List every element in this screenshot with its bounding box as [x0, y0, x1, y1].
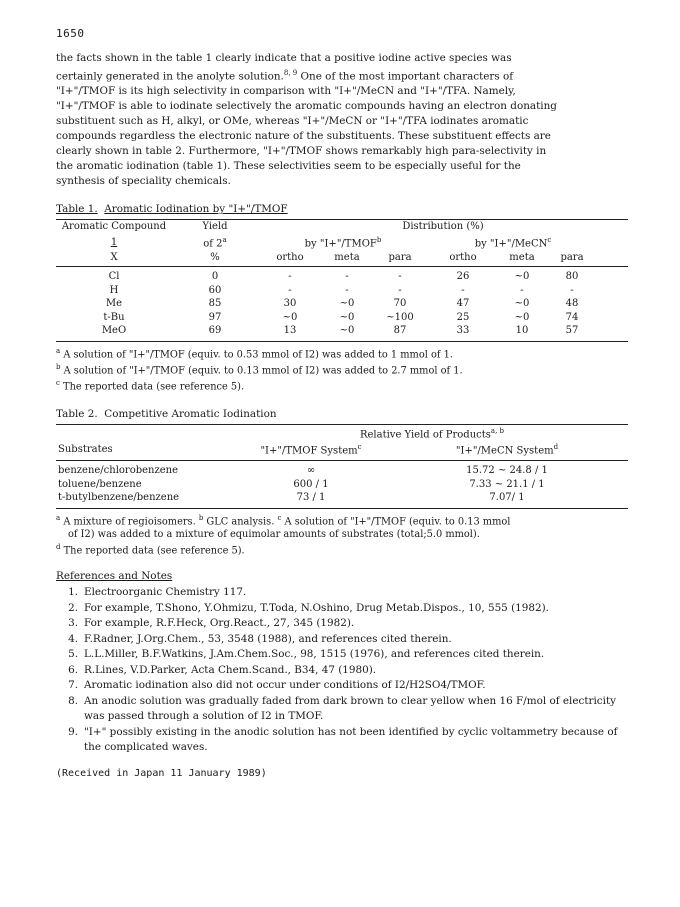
footnote: $^c$ The reported data (see reference 5).	[56, 379, 245, 393]
footnote: $^a$ A mixture of regioisomers. $^b$ GLC analysis. $^c$ A solution of "I+"/TMOF (equiv. to 0.13 mmol	[56, 513, 511, 528]
paragraph-line: substituent such as H, alkyl, or OMe, whereas "I+"/MeCN or "I+"/TFA iodinates aromatic	[56, 115, 529, 128]
footnote: $^a$ A solution of "I+"/TMOF (equiv. to 0.53 mmol of I2) was added to 1 mmol of 1.	[56, 346, 453, 361]
body-paragraph	[56, 51, 628, 189]
col-head-meta: meta	[322, 251, 372, 267]
paragraph-line: "I+"/TMOF is its high selectivity in comparison with "I+"/MeCN and "I+"/TFA. Namely,	[56, 85, 516, 98]
footnote: of I2) was added to a mixture of equimolar amounts of substrates (total;5.0 mmol).	[68, 529, 480, 541]
col-head-compound-num: 1	[110, 236, 118, 248]
col-head-para: para	[372, 251, 428, 267]
journal-page	[56, 26, 628, 781]
col-head-by-mecn: by "I+"/MeCN$^c$	[474, 235, 552, 250]
citation-superscript: 8, 9	[283, 69, 298, 77]
table-row: H 60 - - - - - -	[109, 284, 574, 296]
col-head-yield: Yield	[202, 221, 228, 233]
footnote: $^b$ A solution of "I+"/TMOF (equiv. to 0.13 mmol of I2) was added to 2.7 mmol of 1.	[56, 363, 463, 377]
paragraph-line: "I+"/TMOF is able to iodinate selectively the aromatic compounds having an electron donating	[56, 100, 557, 113]
col-head-para: para	[546, 251, 598, 267]
list-item: 8. An anodic solution was gradually faded from dark brown to clear yellow when 16 F/mol of electricity was passed through a solution of I2 in TMOF.	[68, 694, 616, 723]
table1-title: Aromatic Iodination by "I+"/TMOF	[104, 203, 288, 216]
table1-label: Table 1.	[56, 203, 98, 216]
paragraph-line: clearly shown in table 2. Furthermore, "I+"/TMOF shows remarkably high para-selectivity in	[56, 145, 547, 158]
references-title: References and Notes	[56, 570, 173, 583]
col-head-yield-of: of 2$^a$	[203, 235, 227, 250]
page-number: 1650	[56, 27, 85, 40]
list-item: 4. F.Radner, J.Org.Chem., 53, 3548 (1988), and references cited therein.	[68, 632, 452, 645]
paragraph-line: certainly generated in the anolyte solution.$^{8, 9}$ One of the most important characters of	[56, 69, 514, 83]
table1-caption	[56, 202, 628, 217]
table-row: benzene/chlorobenzene ∞ 15.72 ~ 24.8 / 1	[58, 465, 548, 477]
paragraph-line: the aromatic iodination (table 1). These selectivities seem to be especially useful for the	[56, 160, 521, 173]
table2-label: Table 2.	[56, 407, 98, 420]
list-item: 5. L.L.Miller, B.F.Watkins, J.Am.Chem.Soc., 98, 1515 (1976), and references cited therein.	[68, 648, 545, 661]
paragraph-line: the facts shown in the table 1 clearly indicate that a positive iodine active species was	[56, 52, 512, 64]
received-date: (Received in Japan 11 January 1989)	[56, 767, 267, 779]
references-list	[56, 585, 628, 756]
table-row: toluene/benzene 600 / 1 7.33 ~ 21.1 / 1	[58, 478, 545, 490]
paragraph-line: compounds regardless the electronic nature of the substituents. These substituent effects are	[56, 130, 551, 143]
footnote: $^d$ The reported data (see reference 5).	[56, 543, 245, 557]
col-head-meta: meta	[498, 251, 546, 267]
table-row: t-Bu 97 ~0 ~0 ~100 25 ~0 74	[103, 311, 579, 323]
table-row: Cl 0 - - - 26 ~0 80	[108, 271, 579, 283]
col-head-ortho: ortho	[258, 251, 322, 267]
col-head-ortho: ortho	[428, 251, 498, 267]
paragraph-line: synthesis of speciality chemicals.	[56, 175, 231, 188]
table-row: t-butylbenzene/benzene 73 / 1 7.07/ 1	[58, 492, 525, 504]
table2	[56, 424, 628, 509]
list-item: 9. "I+" possibly existing in the anodic solution has not been identified by cyclic voltammetry because of the complicated waves.	[68, 725, 618, 754]
col-head-tmof-system: "I+"/TMOF System$^c$	[236, 441, 386, 460]
list-item: 2. For example, T.Shono, Y.Ohmizu, T.Toda, N.Oshino, Drug Metab.Dispos., 10, 555 (1982).	[68, 601, 549, 614]
table-row: Me 85 30 ~0 70 47 ~0 48	[105, 298, 579, 310]
table2-footnotes	[56, 512, 628, 558]
col-head-x: X	[56, 251, 172, 267]
list-item: 6. R.Lines, V.D.Parker, Acta Chem.Scand., B34, 47 (1980).	[68, 663, 377, 676]
table1-footnotes	[56, 345, 628, 394]
col-head-compound: Aromatic Compound	[61, 221, 167, 233]
list-item: 3. For example, R.F.Heck, Org.React., 27, 345 (1982).	[68, 617, 355, 630]
col-head-yield-unit: %	[172, 251, 258, 267]
col-head-distribution: Distribution (%)	[402, 221, 484, 233]
table2-caption	[56, 407, 628, 422]
list-item: 7. Aromatic iodination also did not occur under conditions of I2/H2SO4/TMOF.	[68, 679, 486, 692]
table1	[56, 219, 628, 341]
list-item: 1. Electroorganic Chemistry 117.	[68, 586, 247, 599]
col-head-by-tmof: by "$I+"/TMOF^b$	[304, 235, 382, 250]
col-head-mecn-system: "I+"/MeCN System$^d$	[386, 441, 628, 460]
table-row: MeO 69 13 ~0 87 33 10 57	[101, 325, 579, 337]
col-head-relative: Relative Yield of Products$^{a, b}$	[359, 426, 505, 440]
table2-title: Competitive Aromatic Iodination	[104, 407, 277, 420]
col-head-substrates: Substrates	[56, 441, 236, 460]
